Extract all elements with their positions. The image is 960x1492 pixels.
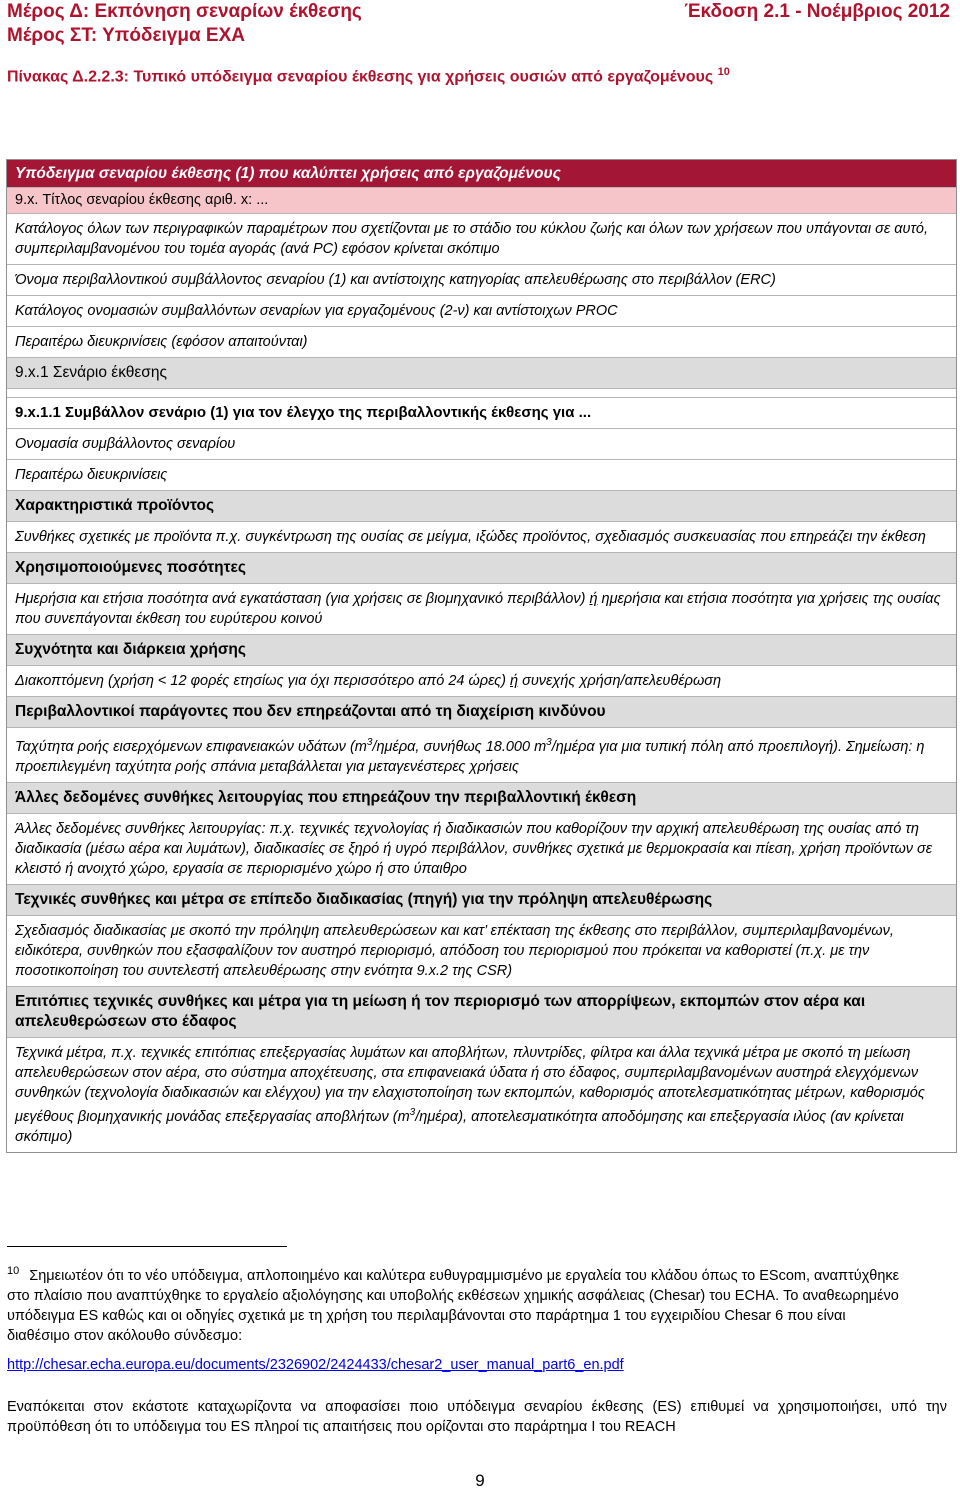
scenario-title-row: 9.x. Τίτλος σεναρίου έκθεσης αριθ. x: ... <box>7 188 956 214</box>
frequency-heading: Συχνότητα και διάρκεια χρήσης <box>7 635 956 666</box>
frequency-row <box>7 666 956 697</box>
product-char-heading: Χαρακτηριστικά προϊόντος <box>7 491 956 522</box>
tech-process-heading: Τεχνικές συνθήκες και μέτρα σε επίπεδο διαδικασίας (πηγή) για την πρόληψη απελευθέρωσης <box>7 885 956 916</box>
flow-row <box>7 728 956 783</box>
onsite-heading: Επιτόπιες τεχνικές συνθήκες και μέτρα για τη μείωση ή τον περιορισμό των απορρίψεων, εκπομπών στον αέρα και απελευθερώσεων στο έδαφος <box>7 987 956 1038</box>
tech-process-row: Σχεδιασμός διαδικασίας με σκοπό την πρόληψη απελευθερώσεων και κατ’ επέκταση της έκθεσης στο περιβάλλον, συμπεριλαμβανομένων, ειδικότερα, συνθηκών που εξασφαλίζουν τον αυστηρό περιορισμό, απόδοση του περιορισμού που πρόκειται να καθοριστεί (π.χ. με την ποσοτικοποίηση του συντελεστή απελευθέρωσης στην ενότητα 9.x.2 της CSR) <box>7 916 956 987</box>
footnote-ref: 10 <box>717 66 730 78</box>
table-title-text: Πίνακας Δ.2.2.3: Τυπικό υπόδειγμα σεναρίου έκθεσης για χρήσεις ουσιών από εργαζομένους <box>7 68 714 86</box>
footnote <box>7 1261 910 1346</box>
other-cond-row: Άλλες δεδομένες συνθήκες λειτουργίας: π.χ. τεχνικές τεχνολογίας ή διαδικασιών που καθορίζουν την αρχική απελευθέρωση της ουσίας από τη διαδικασία (μέσω αέρα και λυμάτων), διαδικασίες σε ξηρό ή υγρό περιβάλλον, συνθήκες σχετικά με θερμοκρασία και πίεση, χρήση προϊόντων σε κλειστό ή ανοιχτό χώρο, εργασία σε περιορισμένο χώρο ή στο ύπαιθρο <box>7 814 956 885</box>
amounts-text-a: Ημερήσια και ετήσια ποσότητα ανά εγκατάσταση (για χρήσεις σε βιομηχανικό περιβάλλον) <box>15 591 590 607</box>
onsite-sup: 3 <box>409 1106 416 1118</box>
footnote-separator <box>7 1246 287 1247</box>
onsite-text-a: Τεχνικά μέτρα, π.χ. τεχνικές επιτόπιας επεξεργασίας λυμάτων και αποβλήτων, πλυντρίδες, φίλτρα και άλλα τεχνικά μέτρα με σκοπό τη μείωση απελευθερώσεων στον αέρα, στο σύστημα αποχέτευσης, στα επιφανειακά ύδατα ή στο έδαφος, συμπεριλαμβανομένων αυστηρά ελεγχόμενων συνθηκών (τεχνολογία διαδικασιών και ελέγχου) για την ελαχιστοποίηση των εκπομπών, καθορισμός αποτελεσματικότητας μέτρων, καθορισμός μεγέθους βιομηχανικής μονάδας επεξεργασίας αποβλήτων (m <box>15 1044 925 1125</box>
freq-or: ή <box>510 673 519 689</box>
worker-names-row: Κατάλογος ονομασιών συμβαλλόντων σεναρίων για εργαζομένους (2-ν) και αντίστοιχων PROC <box>7 296 956 327</box>
env-name-row: Όνομα περιβαλλοντικού συμβάλλοντος σεναρίου (1) και αντίστοιχης κατηγορίας απελευθέρωσης στο περιβάλλον (ERC) <box>7 265 956 296</box>
env-factors-heading: Περιβαλλοντικοί παράγοντες που δεν επηρεάζονται από τη διαχείριση κινδύνου <box>7 697 956 728</box>
product-cond-row: Συνθήκες σχετικές με προϊόντα π.χ. συγκέντρωση της ουσίας σε μείγμα, ιξώδες προϊόντος, σχεδιασμός συσκευασίας που επηρεάζει την έκθεση <box>7 522 956 553</box>
contrib-name-row: Ονομασία συμβάλλοντος σεναρίου <box>7 429 956 460</box>
header-line-1 <box>7 1 950 23</box>
flow-text-a: Ταχύτητα ροής εισερχόμενων επιφανειακών υδάτων (m <box>15 738 367 755</box>
page-number: 9 <box>475 1471 485 1490</box>
footnote-number: 10 <box>7 1265 20 1277</box>
spacer-row <box>7 389 956 398</box>
header-line-2: Μέρος ΣΤ: Υπόδειγμα ΕΧΑ <box>7 25 245 46</box>
onsite-row <box>7 1038 956 1152</box>
further-expl-row: Περαιτέρω διευκρινίσεις (εφόσον απαιτούνται) <box>7 327 956 358</box>
freq-text-b: συνεχής χρήση/απελευθέρωση <box>518 673 722 689</box>
descriptors-row: Κατάλογος όλων των περιγραφικών παραμέτρων που σχετίζονται με το στάδιο του κύκλου ζωής και όλων των χρήσεων που υπάγονται σε αυτό, συμπεριλαμβανομένου του τομέα αγοράς (ανά PC) εφόσον κρίνεται σκόπιμο <box>7 214 956 265</box>
amounts-or: ή <box>589 591 598 607</box>
header-version: Έκδοση 2.1 - Νοέμβριος 2012 <box>684 1 950 22</box>
flow-text-b: /ημέρα, συνήθως 18.000 m <box>372 738 547 755</box>
flow-sup-1: 3 <box>366 737 373 748</box>
scenario-table <box>6 159 957 1153</box>
banner-row: Υπόδειγμα σεναρίου έκθεσης (1) που καλύπτει χρήσεις από εργαζομένους <box>7 160 956 188</box>
flow-text-c: /ημέρα για μια τυπική πόλη από προεπιλογή). Σημείωση: η προεπιλεγμένη ταχύτητα ροής σπάνια μεταβάλλεται για μεταγενέστερες χρήσεις <box>15 738 925 775</box>
footnote-text-2: Εναπόκειται στον εκάστοτε καταχωρίζοντα να αποφασίσει ποιο υπόδειγμα σεναρίου έκθεσης (ES) επιθυμεί να χρησιμοποιήσει, υπό την προϋπόθεση ότι το υπόδειγμα του ES πληροί τις απαιτήσεις που ορίζονται στο παράρτημα Ι του REACH <box>7 1399 947 1435</box>
amounts-row <box>7 584 956 635</box>
freq-text-a: Διακοπτόμενη (χρήση < 12 φορές ετησίως για όχι περισσότερο από 24 ώρες) <box>15 673 510 689</box>
section-heading-2: 9.x.1.1 Συμβάλλον σενάριο (1) για τον έλεγχο της περιβαλλοντικής έκθεσης για ... <box>7 398 956 429</box>
chesar-manual-link[interactable]: http://chesar.echa.europa.eu/documents/2326902/2424433/chesar2_user_manual_part6_en.pdf <box>7 1357 624 1373</box>
section-heading-1: 9.x.1 Σενάριο έκθεσης <box>7 358 956 389</box>
onsite-text-b: /ημέρα), αποτελεσματικότητα αποδόμησης και επεξεργασία ιλύος (αν κρίνεται σκόπιμο) <box>15 1108 904 1145</box>
table-title <box>7 66 730 86</box>
header-part-title: Μέρος Δ: Εκπόνηση σεναρίων έκθεσης <box>7 1 362 22</box>
footnote-text: Σημειωτέον ότι το νέο υπόδειγμα, απλοποιημένο και καλύτερα ευθυγραμμισμένο με εργαλεία του κλάδου όπως το EScom, αναπτύχθηκε στο πλαίσιο που αναπτύχθηκε το εργαλείο αξιολόγησης και υποβολής εκθέσεων χημικής ασφάλειας (Chesar) του ECHA. Το αναθεωρημένο υπόδειγμα ES καθώς και οι οδηγίες σχετικά με τη χρήση του περιλαμβάνονται στο παράρτημα 1 του εγχειριδίου Chesar 6 που είναι διαθέσιμο στον ακόλουθο σύνδεσμο: <box>7 1267 900 1344</box>
other-cond-heading: Άλλες δεδομένες συνθήκες λειτουργίας που επηρεάζουν την περιβαλλοντική έκθεση <box>7 783 956 814</box>
further-expl2-row: Περαιτέρω διευκρινίσεις <box>7 460 956 491</box>
flow-sup-2: 3 <box>546 737 552 748</box>
amounts-heading: Χρησιμοποιούμενες ποσότητες <box>7 553 956 584</box>
amounts-text-b: ημερήσια και ετήσια ποσότητα για χρήσεις της ουσίας που συνεπάγονται έκθεση του ευρύτερου κοινού <box>15 591 941 627</box>
